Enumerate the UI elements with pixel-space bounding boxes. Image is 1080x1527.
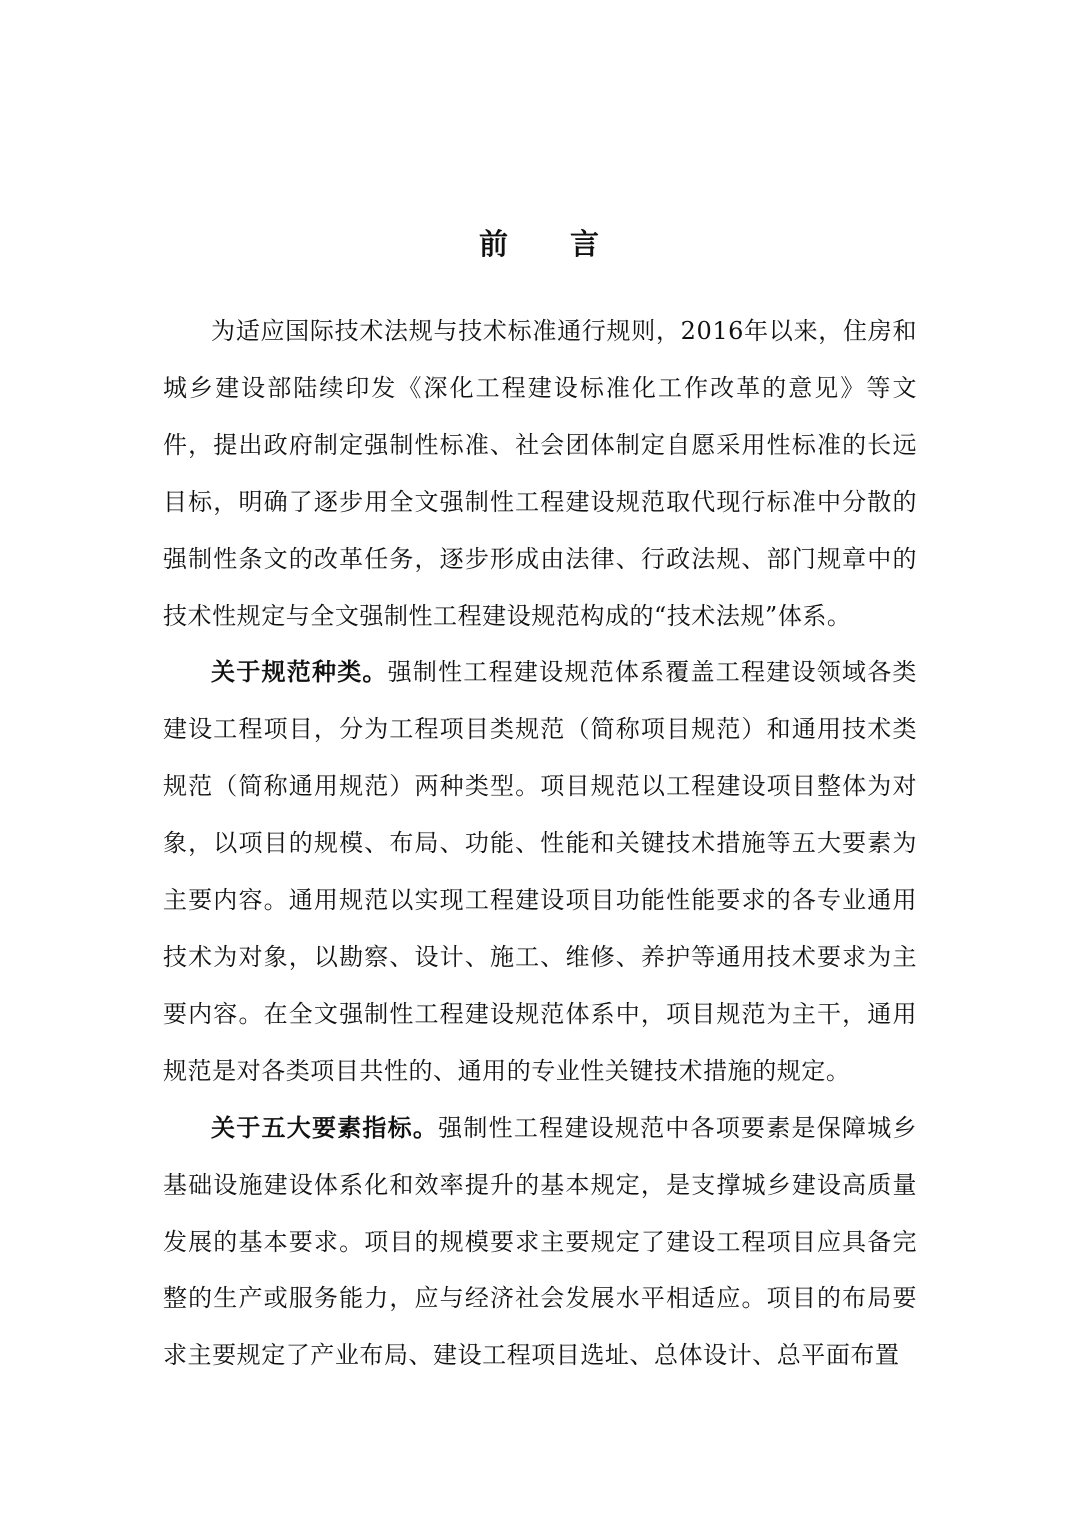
paragraph-five-elements-lead: 关于五大要素指标。 [211,1112,439,1142]
paragraph-spec-types-lead: 关于规范种类。 [211,657,388,687]
paragraph-five-elements [163,1100,917,1385]
paragraph-spec-types [163,644,917,1099]
paragraph-intro-text: 为适应国际技术法规与技术标准通行规则，2016年以来，住房和城乡建设部陆续印发《深化工程建设标准化工作改革的意见》等文件，提出政府制定强制性标准、社会团体制定自愿采用性标准的长远目标，明确了逐步用全文强制性工程建设规范取代现行标准中分散的强制性条文的改革任务，逐步形成由法律、行政法规、部门规章中的技术性规定与全文强制性工程建设规范构成的“技术法规”体系。 [163,317,917,630]
page-title [0,222,1080,266]
title-char-2: 言 [570,227,602,261]
paragraph-five-elements-text: 强制性工程建设规范中各项要素是保障城乡基础设施建设体系化和效率提升的基本规定，是支撑城乡建设高质量发展的基本要求。项目的规模要求主要规定了建设工程项目应具备完整的生产或服务能力，应与经济社会发展水平相适应。项目的布局要求主要规定了产业布局、建设工程项目选址、总体设计、总平面布置 [163,1113,918,1370]
paragraph-spec-types-text: 强制性工程建设规范体系覆盖工程建设领域各类建设工程项目，分为工程项目类规范（简称项目规范）和通用技术类规范（简称通用规范）两种类型。项目规范以工程建设项目整体为对象，以项目的规模、布局、功能、性能和关键技术措施等五大要素为主要内容。通用规范以实现工程建设项目功能性能要求的各专业通用技术为对象，以勘察、设计、施工、维修、养护等通用技术要求为主要内容。在全文强制性工程建设规范体系中，项目规范为主干，通用规范是对各类项目共性的、通用的专业性关键技术措施的规定。 [163,658,917,1085]
preface-body [163,303,917,1384]
paragraph-intro [163,303,917,644]
title-char-1: 前 [478,227,510,261]
